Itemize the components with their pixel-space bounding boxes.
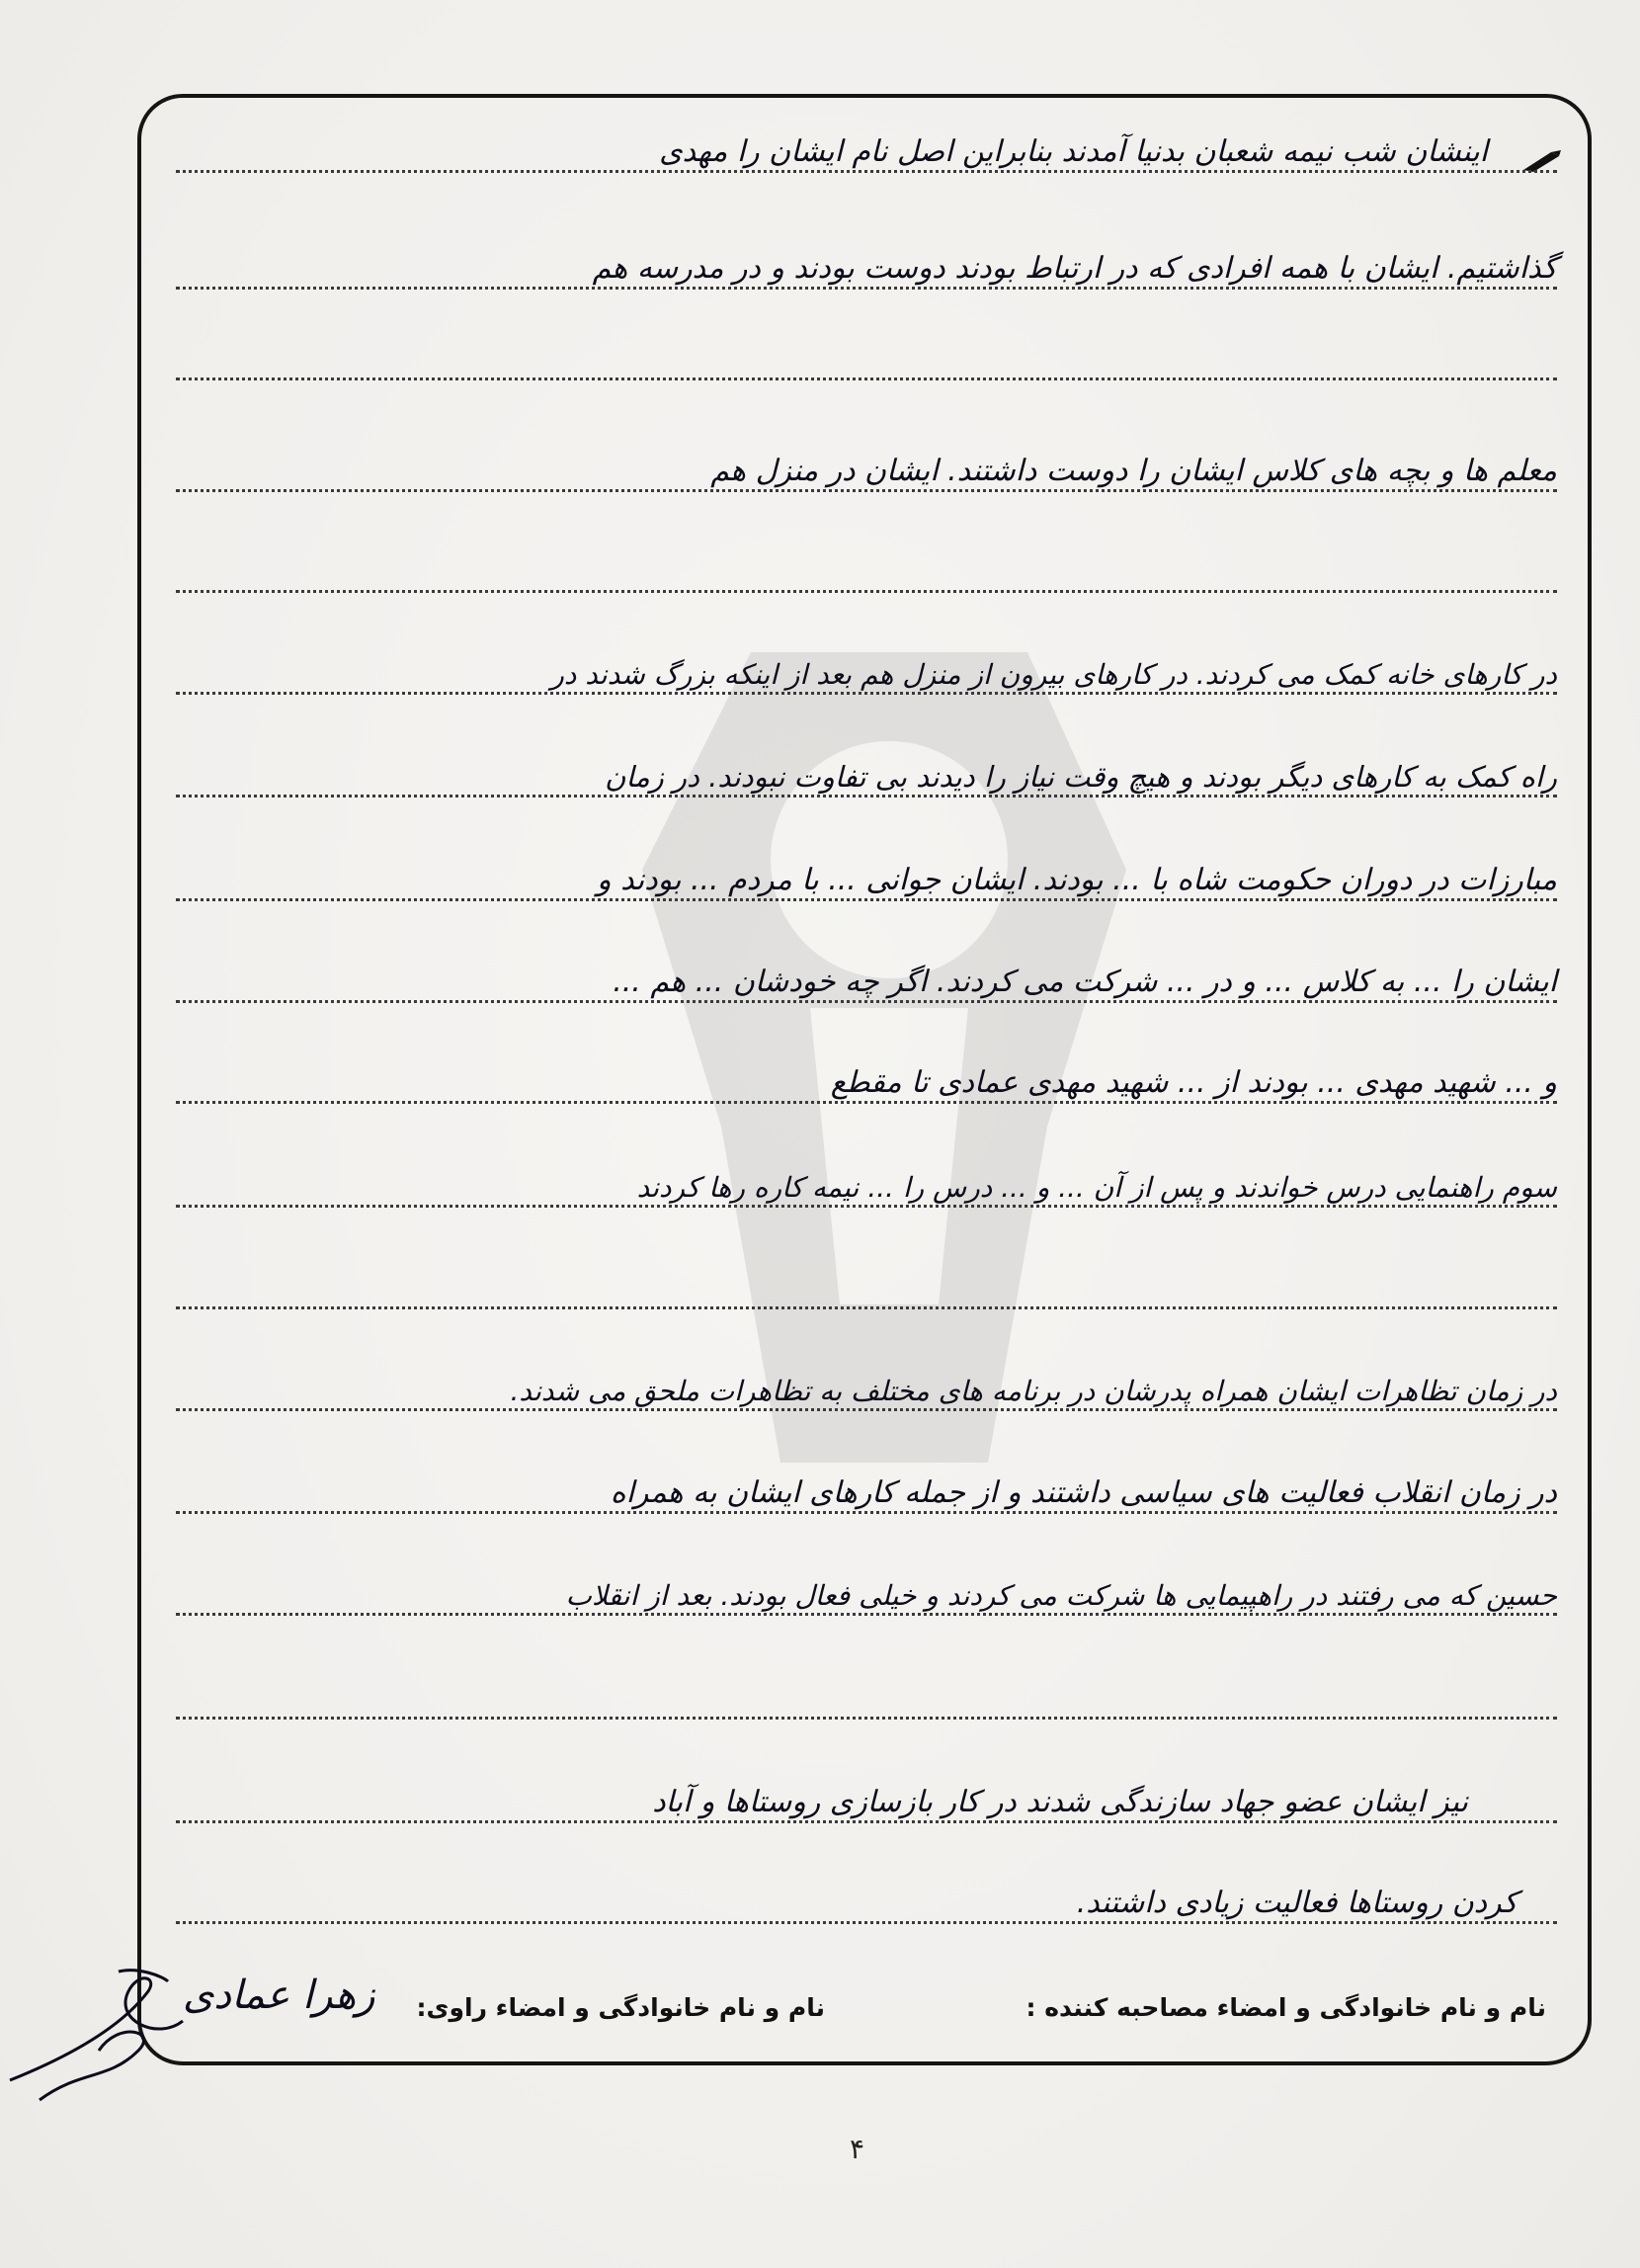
text-line (176, 1230, 1557, 1309)
page-number: ۴ (850, 2133, 865, 2165)
dotted-rule (176, 1717, 1557, 1720)
interviewer-signature-label: نام و نام خانوادگی و امضاء مصاحبه کننده : (1025, 1993, 1546, 2022)
text-line (176, 1640, 1557, 1720)
handwritten-text: کردن روستاها فعالیت زیادی داشتند. (1076, 1886, 1517, 1920)
dotted-rule (176, 795, 1557, 798)
dotted-rule (176, 1101, 1557, 1104)
dotted-rule (176, 489, 1557, 492)
dotted-rule (176, 287, 1557, 290)
handwritten-text: حسین که می رفتند در راهپیمایی ها شرکت می کردند و خیلی فعال بودند. بعد از انقلاب (565, 1579, 1557, 1612)
handwritten-text: در کارهای خانه کمک می کردند. در کارهای بیرون از منزل هم بعد از اینکه بزرگ شدند در (550, 658, 1557, 691)
dotted-rule (176, 692, 1557, 695)
handwritten-text: در زمان انقلاب فعالیت های سیاسی داشتند و از جمله کارهای ایشان به همراه (610, 1475, 1557, 1510)
text-line (176, 1744, 1557, 1823)
dotted-rule (176, 1613, 1557, 1616)
handwritten-text: مبارزات در دوران حکومت شاه با ... بودند. ایشان جوانی ... با مردم ... بودند و (597, 863, 1557, 897)
dotted-rule (176, 1000, 1557, 1003)
text-line (176, 1537, 1557, 1616)
dotted-rule (176, 1205, 1557, 1208)
text-line (176, 616, 1557, 695)
dotted-rule (176, 1820, 1557, 1823)
narrator-name: زهرا عمادی (183, 1973, 375, 2018)
handwritten-text: در زمان تظاهرات ایشان همراه پدرشان در برنامه های مختلف به تظاهرات ملحق می شدند. (510, 1375, 1557, 1407)
signature (0, 1952, 198, 2110)
dotted-rule (176, 1408, 1557, 1411)
dotted-rule (176, 590, 1557, 593)
dotted-rule (176, 1306, 1557, 1309)
text-line (176, 94, 1557, 173)
handwritten-text: نیز ایشان عضو جهاد سازندگی شدند در کار بازسازی روستاها و آباد (652, 1785, 1468, 1819)
narrator-signature-label: نام و نام خانوادگی و امضاء راوی: (416, 1993, 825, 2022)
handwritten-text: اینشان شب نیمه شعبان بدنیا آمدند بنابراین اصل نام ایشان را مهدی (659, 134, 1488, 169)
dotted-rule (176, 170, 1557, 173)
handwritten-text: راه کمک به کارهای دیگر بودند و هیچ وقت نیاز را دیدند بی تفاوت نبودند. در زمان (605, 760, 1557, 794)
text-line (176, 1845, 1557, 1924)
text-line (176, 210, 1557, 290)
text-line (176, 822, 1557, 901)
handwritten-text: ایشان را ... به کلاس ... و در ... شرکت می کردند. اگر چه خودشان ... هم ... (613, 965, 1557, 999)
text-line (176, 1435, 1557, 1514)
text-line (176, 514, 1557, 593)
text-line (176, 1025, 1557, 1104)
dotted-rule (176, 378, 1557, 380)
dotted-rule (176, 898, 1557, 901)
text-line (176, 718, 1557, 798)
text-line (176, 924, 1557, 1003)
text-line (176, 413, 1557, 492)
dotted-rule (176, 1511, 1557, 1514)
text-line (176, 1332, 1557, 1411)
handwritten-text: و ... شهید مهدی ... بودند از ... شهید مهدی عمادی تا مقطع (830, 1065, 1557, 1100)
handwritten-text: معلم ها و بچه های کلاس ایشان را دوست داشتند. ایشان در منزل هم (710, 454, 1557, 488)
handwritten-text: گذاشتیم. ایشان با همه افرادی که در ارتباط بودند دوست بودند و در مدرسه هم (592, 251, 1557, 286)
text-line (176, 301, 1557, 380)
text-line (176, 1129, 1557, 1208)
handwritten-text: سوم راهنمایی درس خواندند و پس از آن ... و ... درس را ... نیمه کاره رها کردند (636, 1171, 1557, 1204)
dotted-rule (176, 1921, 1557, 1924)
